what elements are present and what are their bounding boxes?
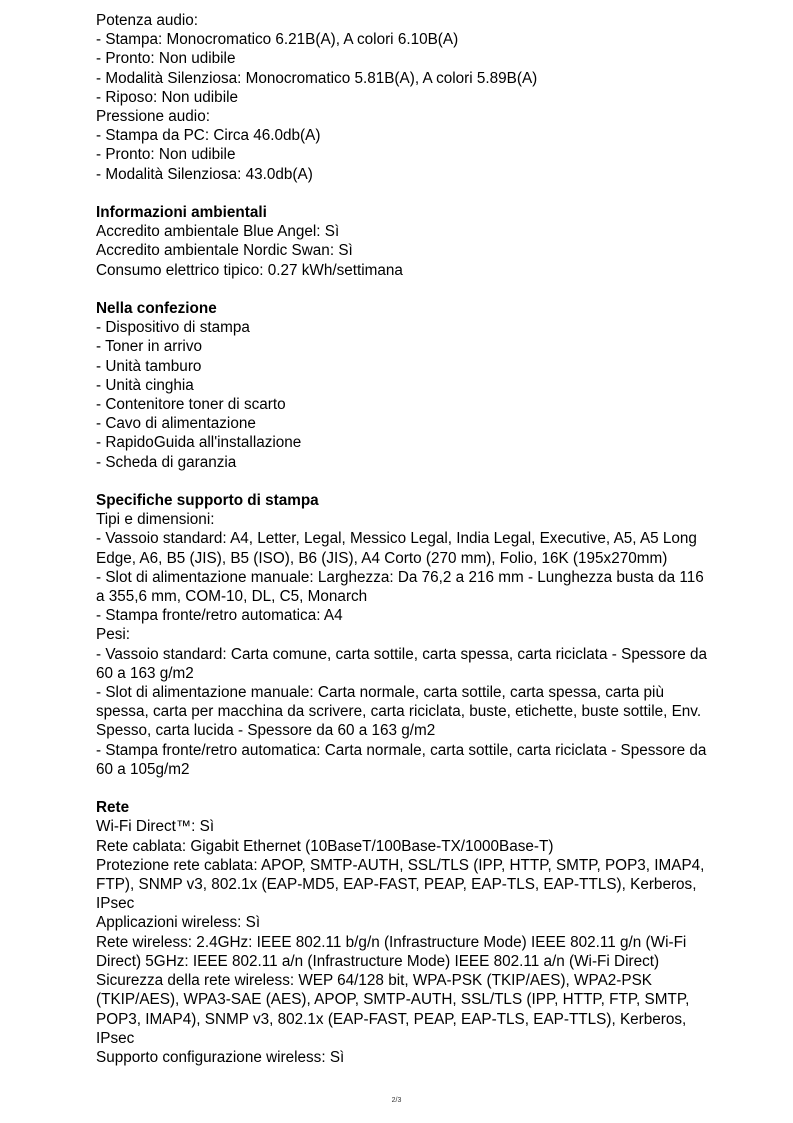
text-line: - Stampa fronte/retro automatica: A4 xyxy=(96,607,343,625)
text-line: Sicurezza della rete wireless: WEP 64/128 bit, WPA-PSK (TKIP/AES), WPA2-PSK xyxy=(96,972,652,990)
text-line: - Pronto: Non udibile xyxy=(96,146,236,164)
text-line: a 355,6 mm, COM-10, DL, C5, Monarch xyxy=(96,588,368,606)
text-line: - Stampa fronte/retro automatica: Carta normale, carta sottile, carta riciclata - Spessore da xyxy=(96,741,707,759)
text-line: (TKIP/AES), WPA3-SAE (AES), APOP, SMTP-AUTH, SSL/TLS (IPP, HTTP, FTP, SMTP, xyxy=(96,991,690,1009)
text-line: Pressione audio: xyxy=(96,108,210,126)
text-line: Supporto configurazione wireless: Sì xyxy=(96,1048,345,1066)
section-heading: Informazioni ambientali xyxy=(96,204,267,222)
section-heading: Rete xyxy=(96,799,130,817)
text-line: Direct) 5GHz: IEEE 802.11 a/n (Infrastructure Mode) IEEE 802.11 a/n (Wi-Fi Direct) xyxy=(96,952,660,970)
text-line: Edge, A6, B5 (JIS), B5 (ISO), B6 (JIS), A4 Corto (270 mm), Folio, 16K (195x270mm) xyxy=(96,549,668,567)
text-line: - Stampa: Monocromatico 6.21B(A), A colori 6.10B(A) xyxy=(96,31,459,49)
paragraph-spacer xyxy=(96,280,746,299)
text-line: Potenza audio: xyxy=(96,12,199,29)
text-line: - Cavo di alimentazione xyxy=(96,415,256,433)
text-line: Protezione rete cablata: APOP, SMTP-AUTH, SSL/TLS (IPP, HTTP, SMTP, POP3, IMAP4, xyxy=(96,856,705,874)
paragraph-spacer xyxy=(96,184,746,203)
text-line: 60 a 163 g/m2 xyxy=(96,664,194,682)
text-line: - Riposo: Non udibile xyxy=(96,88,238,106)
text-line: Rete wireless: 2.4GHz: IEEE 802.11 b/g/n (Infrastructure Mode) IEEE 802.11 g/n (Wi-Fi xyxy=(96,933,687,951)
text-line: Pesi: xyxy=(96,626,131,644)
text-line: - Modalità Silenziosa: Monocromatico 5.81B(A), A colori 5.89B(A) xyxy=(96,69,538,87)
text-line: - Contenitore toner di scarto xyxy=(96,396,286,414)
text-line: - Vassoio standard: Carta comune, carta sottile, carta spessa, carta riciclata - Spessore da xyxy=(96,645,708,663)
text-line: - Pronto: Non udibile xyxy=(96,50,236,68)
text-line: - RapidoGuida all'installazione xyxy=(96,434,302,452)
section-heading: Nella confezione xyxy=(96,300,217,318)
text-line: - Slot di alimentazione manuale: Carta normale, carta sottile, carta spessa, carta più xyxy=(96,684,664,702)
text-line: POP3, IMAP4), SNMP v3, 802.1x (EAP-FAST, PEAP, EAP-TLS, EAP-TTLS), Kerberos, xyxy=(96,1010,687,1028)
text-line: spessa, carta per macchina da scrivere, carta riciclata, buste, etichette, buste sottile, Env. xyxy=(96,703,702,721)
text-line: Tipi e dimensioni: xyxy=(96,511,215,529)
page-number: 2/3 xyxy=(391,1097,402,1104)
section-heading: Specifiche supporto di stampa xyxy=(96,492,319,510)
text-line: - Vassoio standard: A4, Letter, Legal, Messico Legal, India Legal, Executive, A5, A5 Long xyxy=(96,530,697,548)
text-line: Applicazioni wireless: Sì xyxy=(96,914,261,932)
text-line: - Stampa da PC: Circa 46.0db(A) xyxy=(96,127,321,145)
paragraph-spacer xyxy=(96,779,746,798)
text-line: FTP), SNMP v3, 802.1x (EAP-MD5, EAP-FAST, PEAP, EAP-TLS, EAP-TTLS), Kerberos, xyxy=(96,876,697,894)
text-line: IPsec xyxy=(96,1029,135,1047)
text-line: - Toner in arrivo xyxy=(96,338,202,356)
text-line: 60 a 105g/m2 xyxy=(96,760,190,778)
text-line: - Modalità Silenziosa: 43.0db(A) xyxy=(96,165,313,183)
text-line: Accredito ambientale Nordic Swan: Sì xyxy=(96,242,353,260)
text-line: IPsec xyxy=(96,895,135,913)
paragraph-spacer xyxy=(96,472,746,491)
text-line: - Slot di alimentazione manuale: Larghezza: Da 76,2 a 216 mm - Lunghezza busta da 116 xyxy=(96,568,704,586)
text-line: Consumo elettrico tipico: 0.27 kWh/settimana xyxy=(96,261,403,279)
text-line: Wi-Fi Direct™: Sì xyxy=(96,818,215,836)
text-line: - Unità cinghia xyxy=(96,376,194,394)
text-line: Spesso, carta lucida - Spessore da 60 a 163 g/m2 xyxy=(96,722,436,740)
text-line: - Unità tamburo xyxy=(96,357,202,375)
text-line: - Dispositivo di stampa xyxy=(96,319,250,337)
text-line: Accredito ambientale Blue Angel: Sì xyxy=(96,223,340,241)
text-line: Rete cablata: Gigabit Ethernet (10BaseT/100Base-TX/1000Base-T) xyxy=(96,837,554,855)
text-line: - Scheda di garanzia xyxy=(96,453,237,471)
document-body xyxy=(96,11,746,1067)
